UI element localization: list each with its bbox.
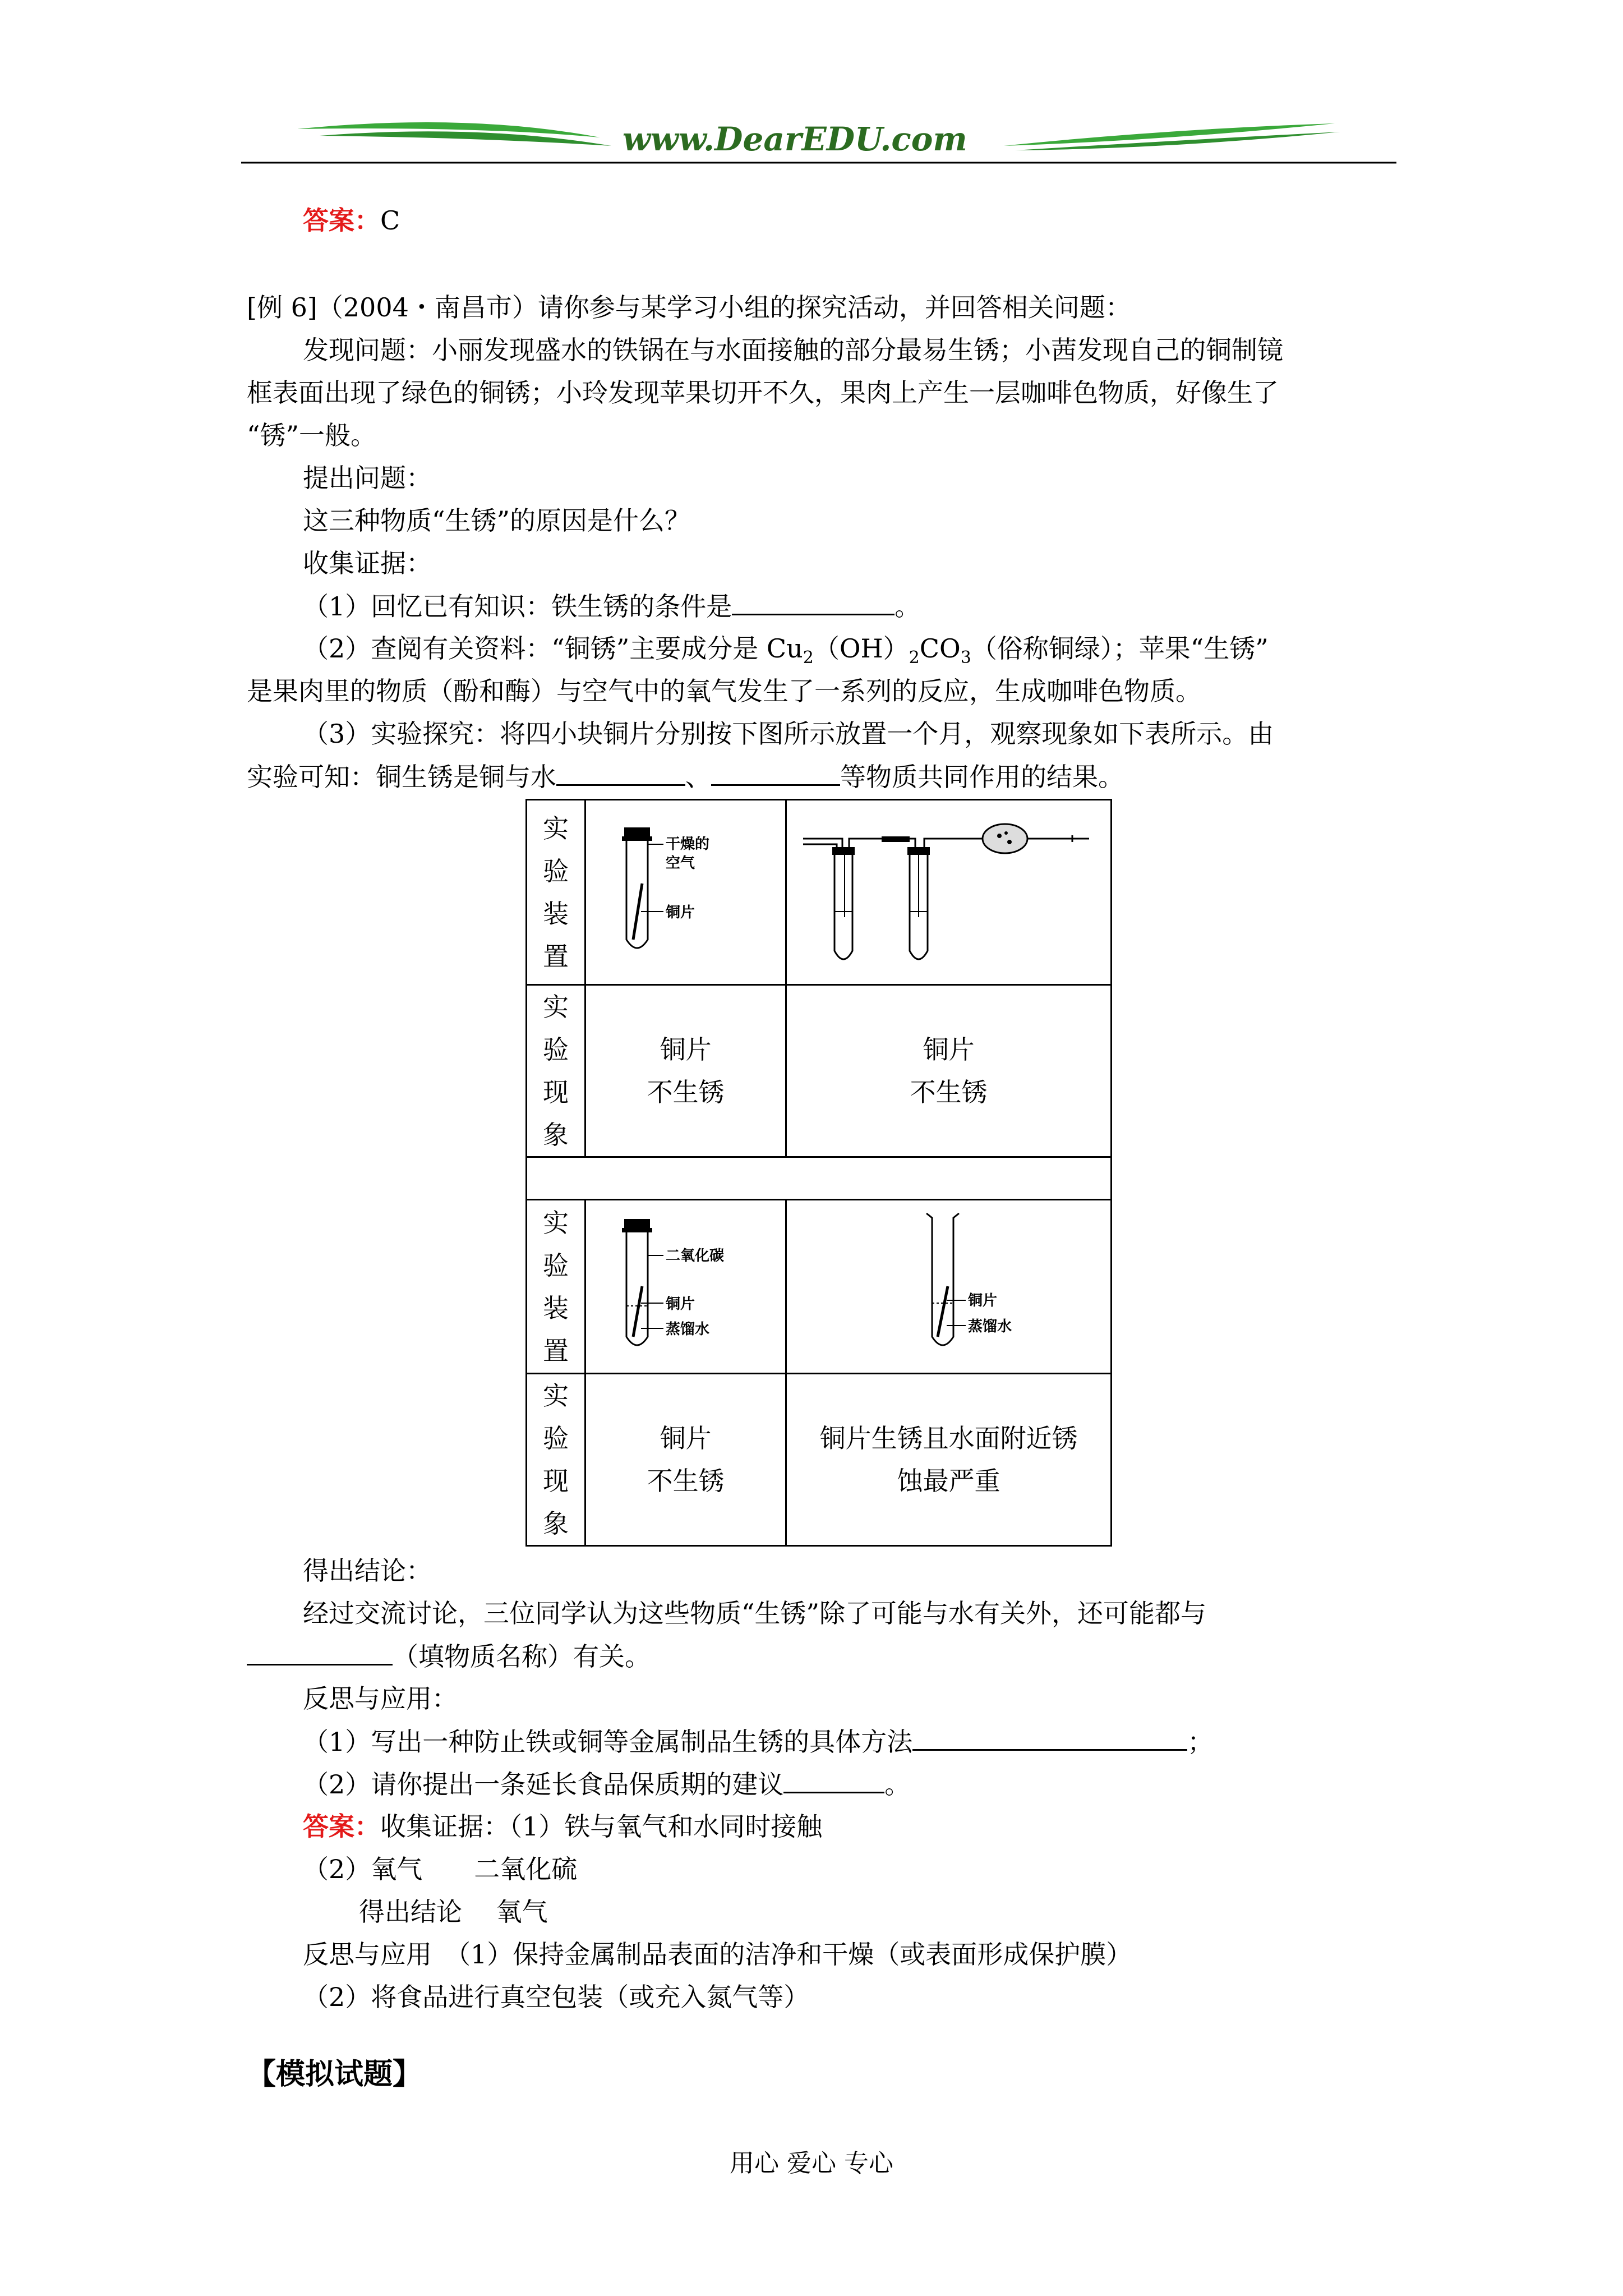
label-phenomenon: 实 验 现 象 bbox=[527, 985, 585, 1157]
answer-label: 答案： bbox=[303, 1811, 380, 1842]
result-carbon-dioxide: 铜片 不生锈 bbox=[585, 1374, 786, 1546]
table-separator-row bbox=[527, 1157, 1112, 1200]
svg-text:铜片: 铜片 bbox=[967, 1292, 997, 1309]
answer-line-6: （2）将食品进行真空包装（或充入氮气等） bbox=[303, 1982, 810, 2012]
label-device: 实 验 装 置 bbox=[527, 800, 585, 985]
collect-item-3-line-2: 实验可知：铜生锈是铜与水 、 等物质共同作用的结果。 bbox=[247, 755, 1124, 798]
discover-line-3: “锈”一般。 bbox=[247, 420, 377, 450]
label-phenomenon-2: 实 验 现 象 bbox=[527, 1374, 585, 1546]
device-boiled-water bbox=[786, 800, 1112, 985]
answer-value: C bbox=[380, 205, 400, 236]
device-dry-air bbox=[585, 800, 786, 985]
blank-fill bbox=[732, 585, 895, 615]
apparatus-boiled-water-figure bbox=[797, 805, 1100, 973]
answer-line-4: 得出结论 氧气 bbox=[359, 1897, 548, 1927]
device-distilled-water bbox=[786, 1200, 1112, 1374]
test-tube-water-figure bbox=[865, 1202, 1033, 1365]
svg-text:铜片: 铜片 bbox=[665, 904, 695, 921]
reflection-item-1: （1）写出一种防止铁或铜等金属制品生锈的具体方法 ； bbox=[303, 1720, 1213, 1763]
reflection-item-2: （2）请你提出一条延长食品保质期的建议 。 bbox=[303, 1763, 910, 1806]
collect-item-3: （3）实验探究：将四小块铜片分别按下图所示放置一个月，观察现象如下表所示。由 bbox=[303, 719, 1274, 749]
result-distilled-water: 铜片生锈且水面附近锈 蚀最严重 bbox=[786, 1374, 1112, 1546]
result-boiled-water: 铜片 不生锈 bbox=[786, 985, 1112, 1157]
answer-line-1 bbox=[303, 199, 400, 242]
device-carbon-dioxide bbox=[585, 1200, 786, 1374]
reflection-label: 反思与应用： bbox=[303, 1683, 458, 1714]
site-logo: www.DearEDU.com bbox=[623, 120, 967, 158]
svg-text:二氧化碳: 二氧化碳 bbox=[665, 1248, 724, 1264]
test-tube-dry-air-figure bbox=[602, 805, 770, 973]
answer-label: 答案： bbox=[303, 205, 380, 236]
svg-text:铜片: 铜片 bbox=[665, 1296, 695, 1313]
answer-line-3: （2）氧气 二氧化硫 bbox=[303, 1854, 578, 1884]
svg-text:蒸馏水: 蒸馏水 bbox=[665, 1321, 709, 1338]
ask-label: 提出问题： bbox=[303, 463, 432, 493]
blank-fill bbox=[783, 1763, 884, 1793]
collect-item-1: （1）回忆已有知识：铁生锈的条件是 。 bbox=[303, 585, 920, 628]
blank-fill bbox=[556, 755, 685, 786]
svg-text:蒸馏水: 蒸馏水 bbox=[967, 1318, 1012, 1335]
discover-line-1: 发现问题：小丽发现盛水的铁锅在与水面接触的部分最易生锈；小茜发现自己的铜制镜 bbox=[303, 335, 1283, 365]
conclusion-label: 得出结论： bbox=[303, 1556, 432, 1586]
blank-fill bbox=[247, 1635, 393, 1665]
section-title: 【模拟试题】 bbox=[247, 2057, 422, 2091]
collect-label: 收集证据： bbox=[303, 548, 432, 578]
example-title: [例 6]（2004・南昌市）请你参与某学习小组的探究活动，并回答相关问题： bbox=[247, 292, 1131, 323]
blank-fill bbox=[912, 1720, 1187, 1751]
discover-line-2: 框表面出现了绿色的铜锈；小玲发现苹果切开不久，果肉上产生一层咖啡色物质，好像生了 bbox=[247, 378, 1279, 408]
header-banner bbox=[241, 107, 1396, 168]
test-tube-co2-figure bbox=[602, 1202, 770, 1365]
svg-text:干燥的: 干燥的 bbox=[665, 836, 709, 853]
answer-line-5: 反思与应用 （1）保持金属制品表面的洁净和干燥（或表面形成保护膜） bbox=[303, 1939, 1132, 1970]
result-dry-air: 铜片 不生锈 bbox=[585, 985, 786, 1157]
label-device-2: 实 验 装 置 bbox=[527, 1200, 585, 1374]
conclusion-line-2: （填物质名称）有关。 bbox=[247, 1635, 651, 1678]
svg-text:空气: 空气 bbox=[665, 855, 695, 872]
collect-item-2-line-2: 是果肉里的物质（酚和酶）与空气中的氧气发生了一系列的反应，生成咖啡色物质。 bbox=[247, 676, 1201, 706]
page-footer: 用心 爱心 专心 bbox=[730, 2149, 893, 2178]
answer-line-2: 答案：收集证据：（1）铁与氧气和水同时接触 bbox=[303, 1811, 823, 1842]
blank-fill bbox=[711, 755, 840, 786]
experiment-table bbox=[525, 799, 1112, 1547]
ask-question: 这三种物质“生锈”的原因是什么？ bbox=[303, 505, 691, 536]
conclusion-line-1: 经过交流讨论，三位同学认为这些物质“生锈”除了可能与水有关外，还可能都与 bbox=[303, 1598, 1207, 1628]
collect-item-2: （2）查阅有关资料：“铜锈”主要成分是 $Cu_2(OH)_2CO_3$（俗称铜绿）；苹果“生锈” bbox=[303, 633, 1269, 668]
